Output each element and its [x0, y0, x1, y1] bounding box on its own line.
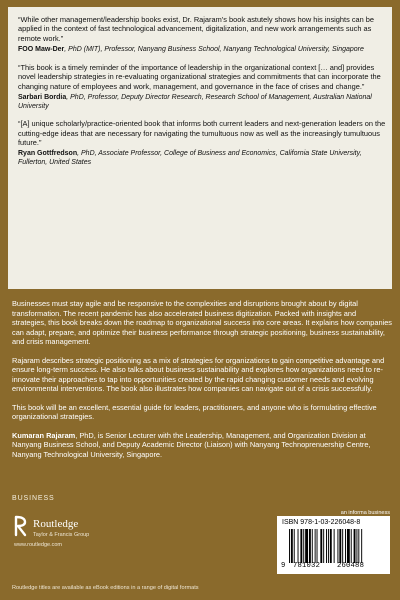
- endorser-title: , PhD, Professor, Deputy Director Research, Research School of Management, Australian National University: [18, 94, 372, 110]
- publisher-group: Taylor & Francis Group: [33, 532, 90, 538]
- endorsement: [18, 63, 386, 111]
- barcode-bar: [356, 529, 357, 563]
- barcode-bar: [347, 529, 350, 563]
- barcode-bar: [294, 529, 295, 563]
- barcode-bar: [354, 529, 356, 563]
- barcode-bar: [320, 529, 322, 563]
- endorser: [18, 94, 386, 111]
- barcode-bar: [337, 529, 338, 563]
- endorser-name: Sarbari Bordia: [18, 94, 67, 102]
- endorsements-panel: [8, 7, 392, 289]
- endorser: [18, 150, 386, 167]
- publisher-name: Routledge: [33, 518, 79, 530]
- barcode-bar: [339, 529, 341, 563]
- barcode-digits-left: 781032: [293, 562, 321, 570]
- endorser-title: , PhD (MIT), Professor, Nanyang Business School, Nanyang Technological University, Singapore: [64, 46, 364, 54]
- endorser-title: , PhD, Associate Professor, College of Business and Economics, California State University, Fullerton, United States: [18, 150, 362, 167]
- author-bio-text: , PhD, is Senior Lecturer with the Leadership, Management, and Organization Division at Nanyang Business School, and Deputy Academic Director (Liaison) with Nanyang Technoprenuership Centre, Nanyang Technological University, Singapore.: [12, 430, 371, 459]
- author-name: Kumaran Rajaram: [12, 430, 76, 440]
- description-paragraph: This book will be an excellent, essential guide for leaders, practitioners, and anyone who is formulating effective organizational strategies.: [12, 402, 377, 421]
- barcode-bar: [303, 529, 304, 563]
- barcode-bar: [361, 529, 362, 563]
- barcode-bars: [289, 529, 389, 563]
- barcode-bar: [358, 529, 359, 563]
- endorsement-quote: “This book is a timely reminder of the importance of leadership in the organizational context [… and] provides novel leadership strategies in re-evaluating organizational strategies and commitments that can incorporate the changing nature of employees and work, management, and governance in the face of crises and change.”: [18, 62, 381, 91]
- barcode-digit-lead: 9: [281, 562, 286, 570]
- endorsement: [18, 15, 386, 55]
- barcode-bar: [330, 529, 332, 563]
- subject-category: BUSINESS: [12, 495, 55, 502]
- barcode-bar: [305, 529, 308, 563]
- isbn-barcode: [277, 516, 390, 574]
- barcode-bar: [312, 529, 313, 563]
- description-paragraph: Rajaram describes strategic positioning as a mix of strategies for organizations to gain competitive advantage and ensure long-term success. He also talks about business sustainability and explores how organizations need to re-innovate their approaches to tap into opportunities created by the rapid changing customer needs and evolving environmental interventions. The book also illustrates how companies can navigate out of a crisis successfully.: [12, 355, 385, 393]
- informa-tagline: an informa business: [340, 510, 390, 516]
- publisher-logo: [14, 513, 134, 553]
- barcode-bar: [300, 529, 302, 563]
- ebook-footnote: Routledge titles are available as eBook editions in a range of digital formats: [12, 585, 199, 591]
- endorsement-quote: “[A] unique scholarly/practice-oriented book that informs both current leaders and next-generation leaders on the cutting-edge ideas that are necessary for navigating the tumultuous now as well as the increasingly tumultuous future.”: [18, 119, 386, 148]
- endorsement: [18, 119, 386, 167]
- endorser-name: FOO Maw-Der: [18, 46, 65, 54]
- isbn-number: ISBN 978-1-03-226048-8: [282, 519, 361, 526]
- barcode-digits-right: 260488: [337, 562, 365, 570]
- author-bio: [12, 431, 392, 460]
- barcode-bar: [351, 529, 352, 563]
- barcode-bar: [298, 529, 299, 563]
- endorsement-quote: “While other management/leadership books exist, Dr. Rajaram’s book astutely shows how his insights can be applied in the context of fast technological advancement, digitalization, and new work arrangements such as remote work.”: [18, 15, 375, 43]
- barcode-bar: [342, 529, 343, 563]
- description-paragraph: Businesses must stay agile and be responsive to the complexities and disruptions brought about by digital transformation. The recent pandemic has also accelerated business digitization. Packed with insights and strategies, this book breaks down the roadmap to organizational success into core areas. It explains how companies can adapt, prepare, and optimize their business performance through strategic positioning, business sustainability, and crisis management.: [12, 299, 393, 346]
- barcode-bar: [309, 529, 311, 563]
- barcode-bar: [345, 529, 346, 563]
- barcode-bar: [334, 529, 335, 563]
- barcode-bar: [289, 529, 290, 563]
- description: [12, 299, 392, 468]
- barcode-bar: [315, 529, 316, 563]
- routledge-logo-icon: [14, 515, 28, 537]
- barcode-bar: [291, 529, 293, 563]
- publisher-url: www.routledge.com: [14, 542, 62, 548]
- barcode-bar: [317, 529, 318, 563]
- barcode-bar: [326, 529, 327, 563]
- endorser-name: Ryan Gottfredson: [18, 150, 78, 158]
- endorser: [18, 46, 386, 55]
- barcode-bar: [328, 529, 329, 563]
- barcode-bar: [323, 529, 324, 563]
